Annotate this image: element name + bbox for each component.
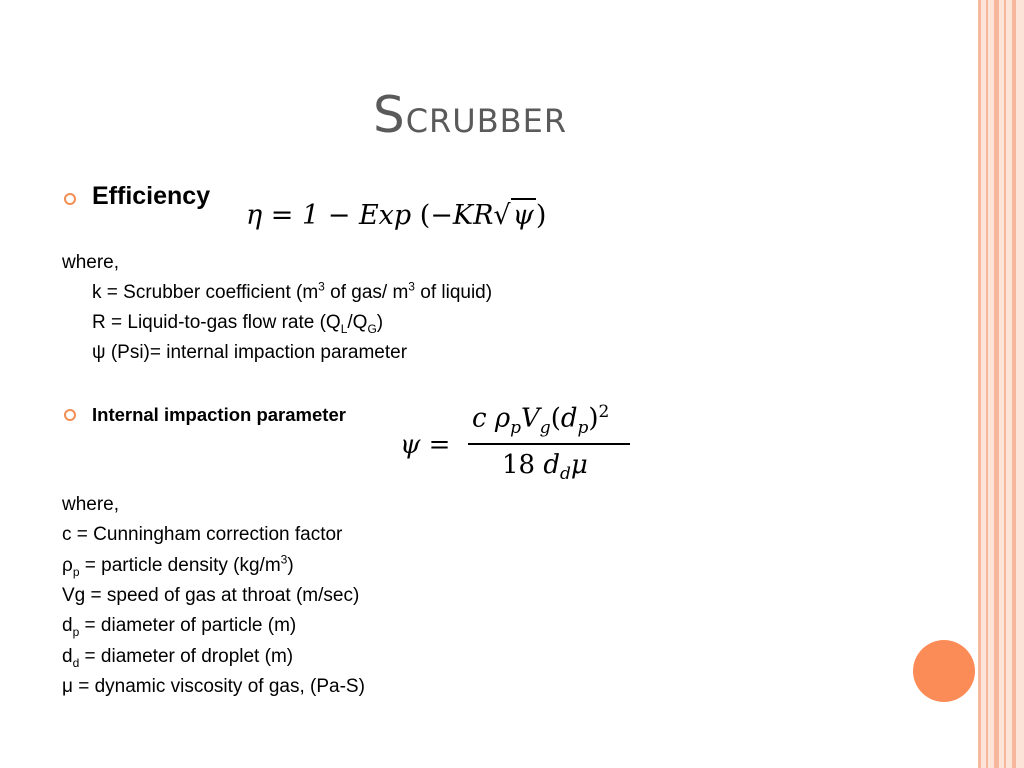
heading-impaction: Internal impaction parameter xyxy=(92,404,346,425)
slide-title: Scrubber xyxy=(372,86,568,144)
sqrt-symbol: √ψ xyxy=(493,200,534,231)
def-psi: ψ (Psi)= internal impaction parameter xyxy=(92,342,408,363)
bullet-impaction xyxy=(64,409,76,421)
def-c: c = Cunningham correction factor xyxy=(62,524,343,545)
def-r: R = Liquid-to-gas flow rate $(Q_L/Q_G)$ xyxy=(92,312,384,336)
def-k: k = Scrubber coefficient ($m^3$ of gas/ $m^3$ of liquid) xyxy=(92,279,493,303)
efficiency-equation: η = 1 − Exp (−KR√ψ) xyxy=(246,200,547,231)
def-rho: $\rho_p$ = particle density $(kg/m^3)$ xyxy=(62,552,294,579)
numerator: c $\rho_pV_g(d_p)^2$ xyxy=(472,402,610,438)
bullet-efficiency xyxy=(64,193,76,205)
where-label-2: where, xyxy=(62,494,120,515)
def-mu: μ = dynamic viscosity of gas, (Pa-S) xyxy=(62,676,365,697)
psi-lhs: ψ = xyxy=(400,430,451,460)
def-vg: Vg = speed of gas at throat (m/sec) xyxy=(62,585,360,606)
denominator: 18 $d_d\mu$ xyxy=(502,450,588,485)
def-dd: $d_d$ = diameter of droplet (m) xyxy=(62,646,294,670)
fraction-bar xyxy=(468,443,630,445)
decorative-orange-circle xyxy=(913,640,975,702)
heading-efficiency: Efficiency xyxy=(92,182,211,210)
def-dp: $d_p$ = diameter of particle (m) xyxy=(62,615,297,639)
where-label-1: where, xyxy=(62,252,120,273)
